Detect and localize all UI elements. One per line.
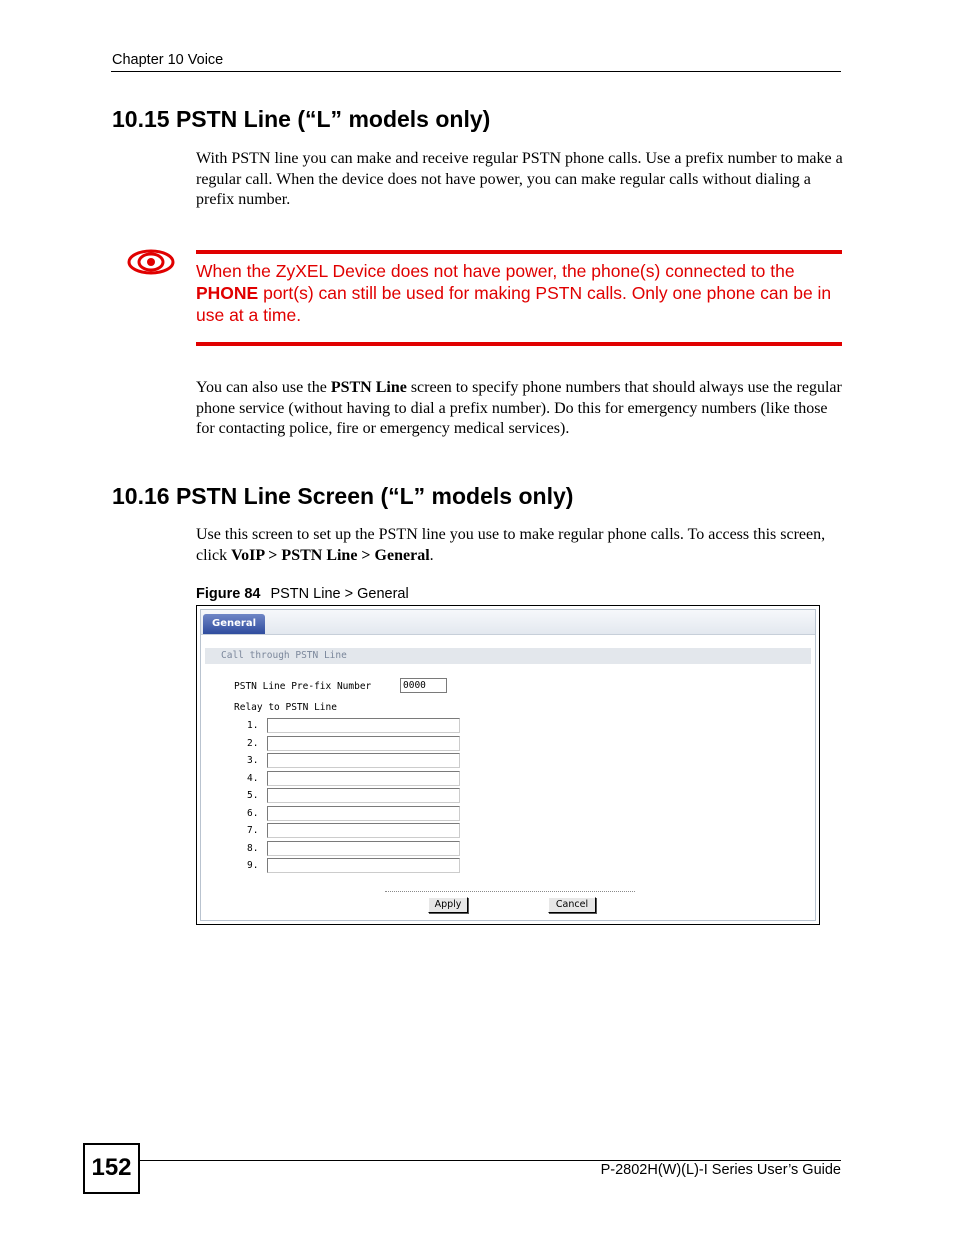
- separator-line: [385, 891, 635, 892]
- figure-title: PSTN Line > General: [270, 586, 409, 602]
- cancel-button[interactable]: Cancel: [548, 897, 596, 913]
- header-rule: [111, 71, 841, 72]
- pstn-line-paragraph: [196, 378, 844, 440]
- relay-number-input[interactable]: [267, 771, 460, 786]
- relay-row-number: 9.: [247, 860, 259, 871]
- relay-row-number: 7.: [247, 825, 259, 836]
- guide-title: P-2802H(W)(L)-I Series User’s Guide: [600, 1162, 841, 1178]
- apply-button[interactable]: Apply: [428, 897, 468, 913]
- relay-number-input[interactable]: [267, 806, 460, 821]
- tab-general[interactable]: General: [203, 614, 265, 634]
- chapter-header: Chapter 10 Voice: [112, 52, 224, 68]
- relay-row-number: 3.: [247, 755, 259, 766]
- relay-row-number: 6.: [247, 807, 259, 819]
- relay-row-number: 2.: [247, 737, 259, 749]
- para3-after: .: [429, 546, 434, 564]
- page-number: 152: [83, 1143, 140, 1194]
- relay-number-input[interactable]: [267, 858, 460, 873]
- relay-number-input[interactable]: [267, 753, 460, 768]
- para2-bold: PSTN Line: [330, 379, 407, 396]
- para3-bold: VoIP > PSTN Line > General: [231, 546, 430, 564]
- relay-number-input[interactable]: [267, 736, 460, 751]
- note-text: [196, 260, 844, 326]
- screenshot-frame: [196, 605, 820, 925]
- relay-number-input[interactable]: [267, 718, 460, 733]
- para2-after: screen to specify phone numbers that should always use the regular phone service (without having to dial a prefix number). Do this for emergency numbers (like those for contacting police, fire or emergency medical services).: [196, 379, 842, 437]
- note-top-rule: [196, 250, 842, 254]
- note-text-part2: port(s) can still be used for making PSTN calls. Only one phone can be in use at a time.: [196, 283, 832, 325]
- note-text-phone: PHONE: [196, 283, 259, 303]
- relay-row-number: 4.: [247, 772, 259, 784]
- intro-paragraph: With PSTN line you can make and receive regular PSTN phone calls. Use a prefix number to make a regular call. When the device does not have power, you can make regular calls without dialing a prefix number.: [196, 150, 843, 208]
- note-text-part1: When the ZyXEL Device does not have power, the phone(s) connected to the: [196, 261, 795, 281]
- tab-strip: [201, 610, 815, 635]
- relay-row-number: 5.: [247, 790, 259, 801]
- eye-icon: [126, 248, 176, 276]
- figure-label: Figure 84: [196, 586, 261, 602]
- section-header: Call through PSTN Line: [205, 648, 811, 664]
- relay-number-input[interactable]: [267, 788, 460, 803]
- prefix-number-input[interactable]: 0000: [400, 678, 447, 693]
- para2-before: You can also use the: [196, 379, 331, 396]
- note-bottom-rule: [196, 342, 842, 346]
- prefix-label: PSTN Line Pre-fix Number: [234, 681, 372, 692]
- figure-caption: [196, 586, 409, 602]
- footer-rule: [140, 1160, 841, 1161]
- relay-label: Relay to PSTN Line: [234, 702, 337, 713]
- relay-number-input[interactable]: [267, 841, 460, 856]
- para3-before: Use this screen to set up the PSTN line you use to make regular phone calls. To access this screen, click: [196, 526, 826, 564]
- section-title-10-16: 10.16 PSTN Line Screen (“L” models only): [112, 483, 574, 509]
- screen-access-paragraph: [196, 525, 844, 566]
- relay-row-number: 1.: [247, 720, 259, 731]
- section-title-10-15: 10.15 PSTN Line (“L” models only): [112, 106, 491, 132]
- screen-panel: [200, 609, 816, 921]
- relay-number-input[interactable]: [267, 823, 460, 838]
- relay-row-number: 8.: [247, 842, 259, 854]
